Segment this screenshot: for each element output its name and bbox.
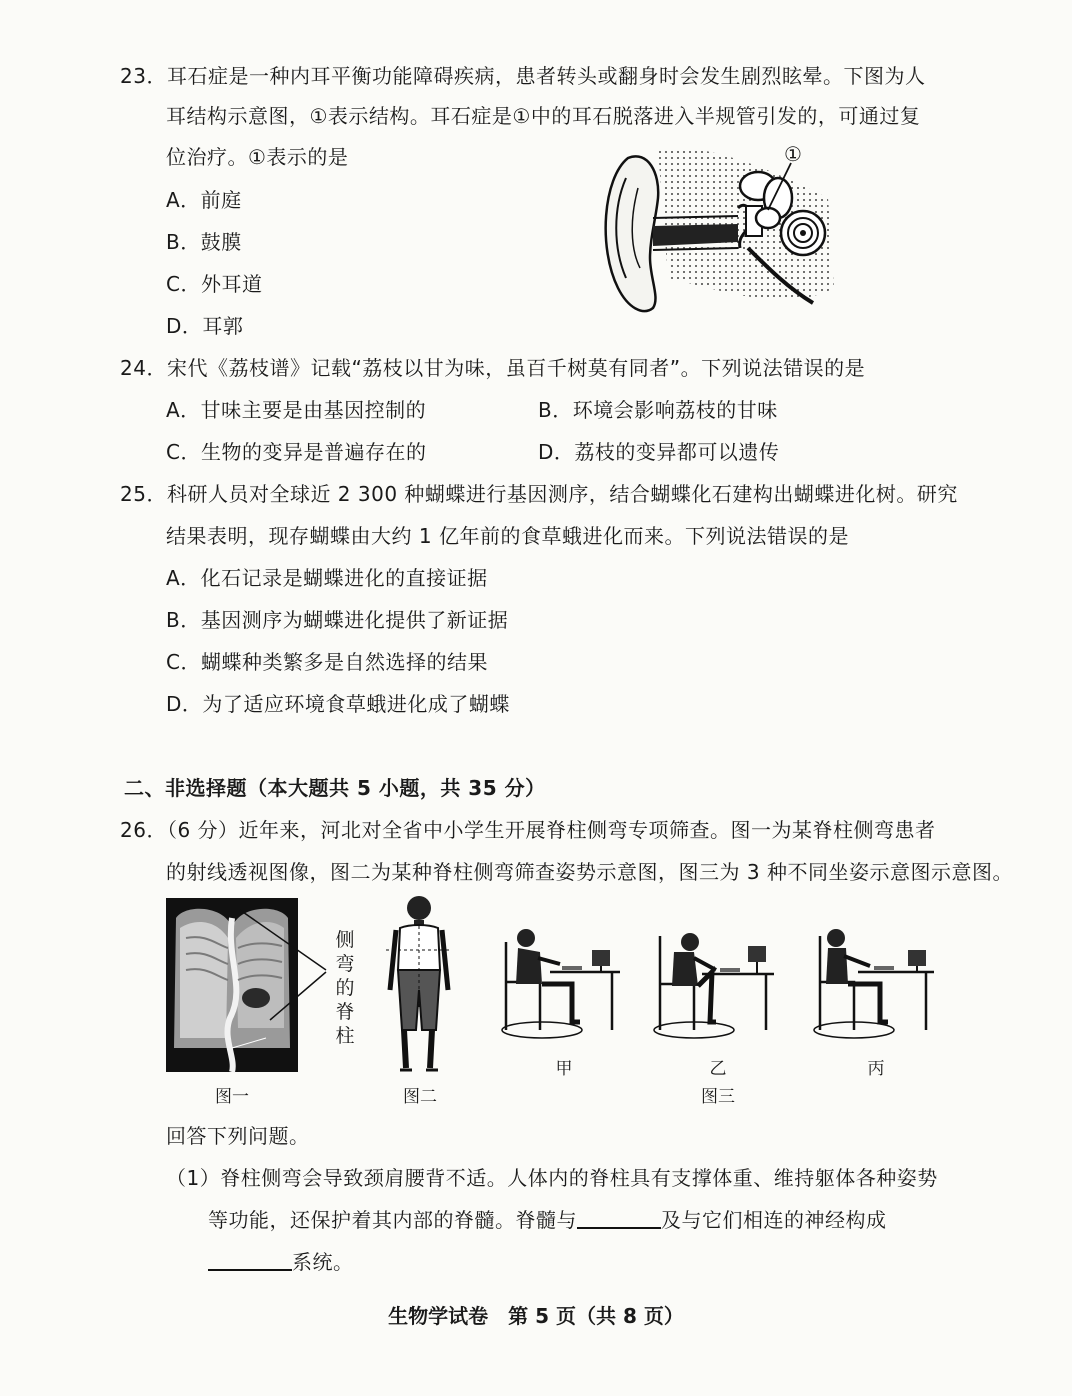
q25-option-b[interactable]: B．基因测序为蝴蝶进化提供了新证据 xyxy=(166,608,509,632)
q24-option-b[interactable]: B．环境会影响荔枝的甘味 xyxy=(538,398,778,422)
q23-option-a[interactable]: A．前庭 xyxy=(166,188,242,212)
posture-yi xyxy=(654,922,778,1042)
q26-sub1-line2-text-b: 及与它们相连的神经构成 xyxy=(661,1208,887,1232)
q26-stem-line2: 的射线透视图像，图二为某种脊柱侧弯筛查姿势示意图，图三为 3 种不同坐姿示意图示意图。 xyxy=(166,860,1013,884)
screening-posture-figure xyxy=(386,890,452,1078)
q24-option-d[interactable]: D．荔枝的变异都可以遗传 xyxy=(538,440,780,464)
section-two-heading: 二、非选择题（本大题共 5 小题，共 35 分） xyxy=(124,776,546,800)
q23-stem-line1: 23．耳石症是一种内耳平衡功能障碍疾病，患者转头或翻身时会发生剧烈眩晕。下图为人 xyxy=(120,64,926,88)
posture-jia xyxy=(500,922,624,1042)
answer-blank-1[interactable] xyxy=(577,1207,661,1229)
spine-pointer-lines xyxy=(240,910,330,1030)
q25-option-c[interactable]: C．蝴蝶种类繁多是自然选择的结果 xyxy=(166,650,488,674)
q23-stem-line2: 耳结构示意图，①表示结构。耳石症是①中的耳石脱落进入半规管引发的，可通过复 xyxy=(166,104,921,128)
q25-option-a[interactable]: A．化石记录是蝴蝶进化的直接证据 xyxy=(166,566,488,590)
posture-label-yi: 乙 xyxy=(709,1059,727,1079)
q24-option-c[interactable]: C．生物的变异是普遍存在的 xyxy=(166,440,427,464)
q26-prompt: 回答下列问题。 xyxy=(166,1124,310,1148)
q26-sub1-line3-text: 系统。 xyxy=(292,1250,354,1274)
page-footer: 生物学试卷 第 5 页（共 8 页） xyxy=(388,1304,684,1328)
q23-stem-line3: 位治疗。①表示的是 xyxy=(166,145,349,169)
q26-stem-line1: 26．（6 分）近年来，河北对全省中小学生开展脊柱侧弯专项筛查。图一为某脊柱侧弯患者 xyxy=(120,818,936,842)
q26-sub1-line2-text-a: 等功能，还保护着其内部的脊髓。脊髓与 xyxy=(208,1208,577,1232)
spine-label-char-4: 脊 xyxy=(335,1001,355,1023)
q25-stem-line2: 结果表明，现存蝴蝶由大约 1 亿年前的食草蛾进化而来。下列说法错误的是 xyxy=(166,524,849,548)
q24-option-a[interactable]: A．甘味主要是由基因控制的 xyxy=(166,398,427,422)
posture-bing xyxy=(814,922,938,1042)
q23-option-b[interactable]: B．鼓膜 xyxy=(166,230,242,254)
q25-stem-line1: 25．科研人员对全球近 2 300 种蝴蝶进行基因测序，结合蝴蝶化石建构出蝴蝶进化树。研究 xyxy=(120,482,958,506)
q23-option-d[interactable]: D．耳郭 xyxy=(166,314,244,338)
fig3-caption: 图三 xyxy=(701,1087,735,1107)
ear-marker-label: ① xyxy=(784,142,803,166)
spine-label-char-2: 弯 xyxy=(335,953,355,975)
posture-label-bing: 丙 xyxy=(867,1059,885,1079)
q24-stem: 24．宋代《荔枝谱》记载“荔枝以甘为味，虽百千树莫有同者”。下列说法错误的是 xyxy=(120,356,866,380)
fig1-caption: 图一 xyxy=(215,1087,249,1107)
answer-blank-2[interactable] xyxy=(208,1249,292,1271)
spine-label-char-5: 柱 xyxy=(335,1025,355,1047)
fig2-caption: 图二 xyxy=(403,1087,437,1107)
spine-label-char-3: 的 xyxy=(335,977,355,999)
q23-option-c[interactable]: C．外耳道 xyxy=(166,272,263,296)
q25-option-d[interactable]: D．为了适应环境食草蛾进化成了蝴蝶 xyxy=(166,692,510,716)
q26-sub1-line1: （1）脊柱侧弯会导致颈肩腰背不适。人体内的脊柱具有支撑体重、维持躯体各种姿势 xyxy=(166,1166,938,1190)
q26-sub1-line3 xyxy=(208,1248,354,1276)
posture-label-jia: 甲 xyxy=(555,1059,573,1079)
spine-label-char-1: 侧 xyxy=(335,929,355,951)
q26-sub1-line2 xyxy=(208,1206,887,1234)
